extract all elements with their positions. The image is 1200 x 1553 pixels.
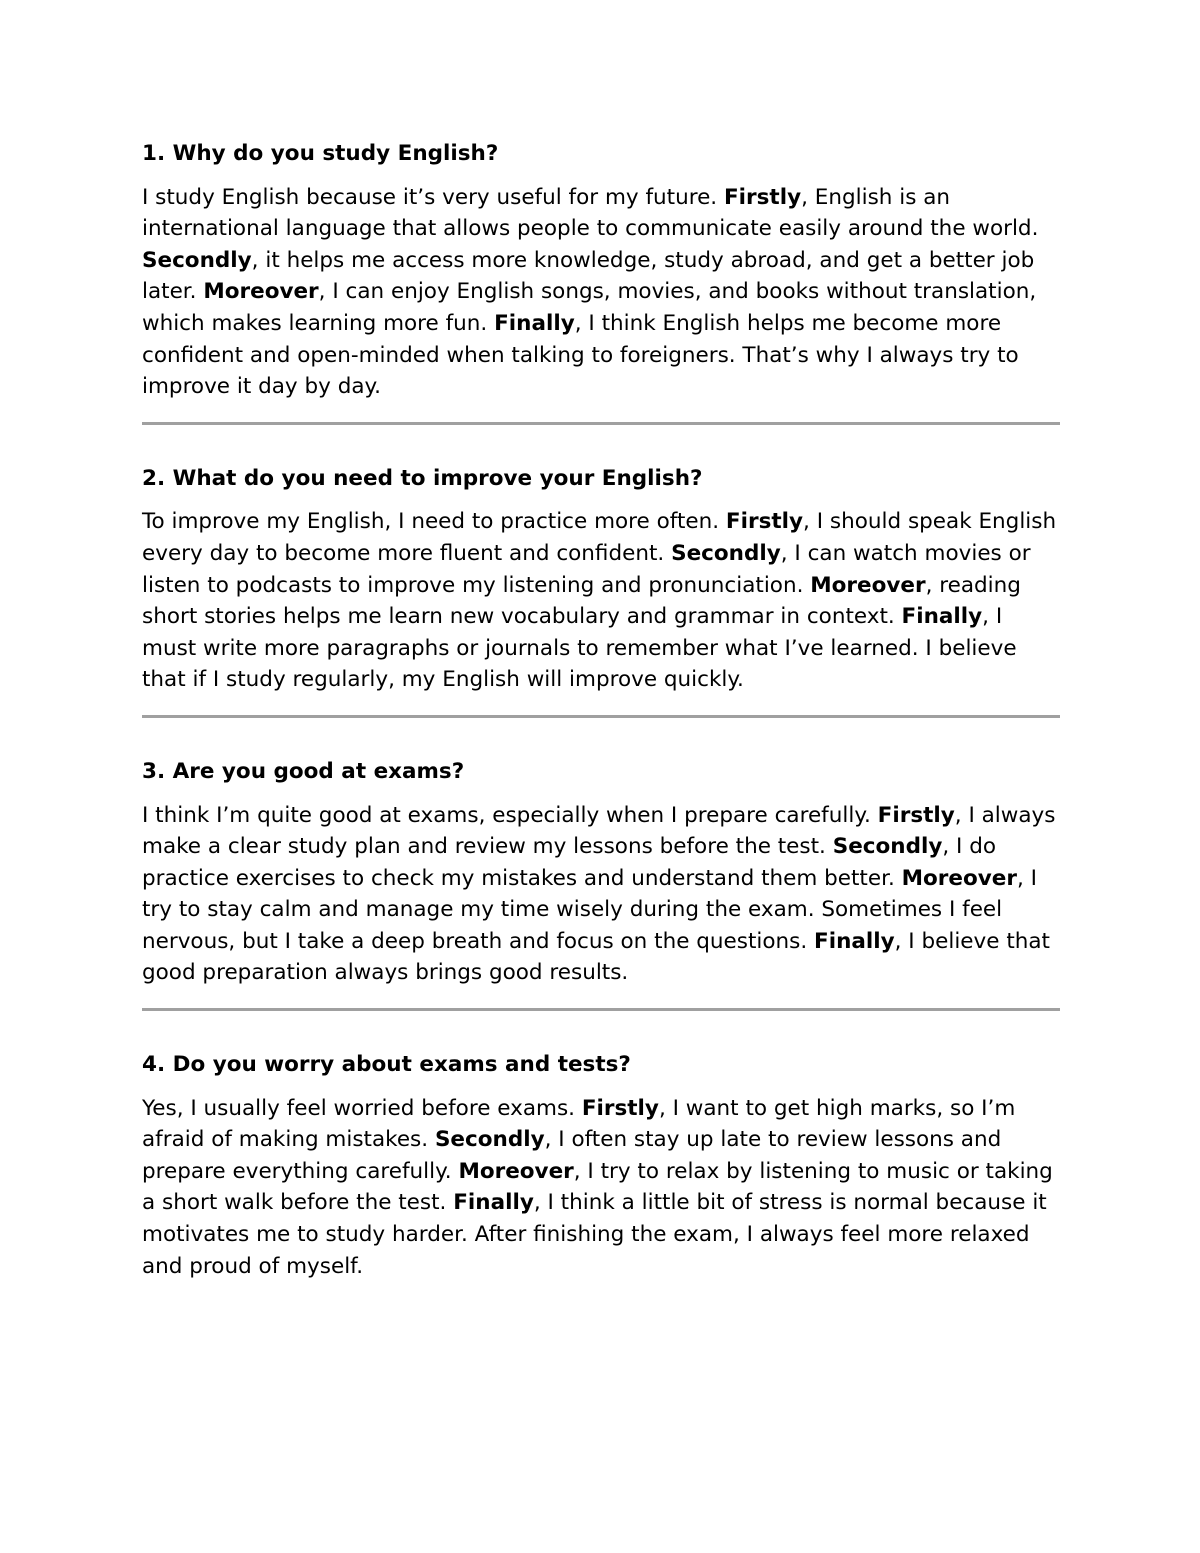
transition-word: Firstly (725, 509, 804, 535)
transition-word: Finally (453, 1190, 534, 1216)
answer-text: , I think a little bit of stress is normal because it motivates me to study harder. After finishing the exam, I always feel more relaxed and proud of myself. (142, 1190, 1047, 1279)
answer-text: , it helps me access more knowledge, study abroad, and get a better job later. (142, 247, 1035, 305)
transition-word: Moreover (810, 572, 926, 598)
answer-paragraph (142, 182, 1060, 403)
transition-word: Moreover (458, 1158, 574, 1184)
answer-text: , I try to stay calm and manage my time wisely during the exam. Sometimes I feel nervous, but I take a deep breath and focus on the questions. (142, 865, 1037, 954)
document-page (142, 138, 1060, 1282)
answer-text: , I can enjoy English songs, movies, and books without translation, which makes learning more fun. (142, 279, 1037, 336)
answer-text: , I should speak English every day to become more fluent and confident. (142, 509, 1057, 566)
section-2 (142, 463, 1060, 718)
answer-text: , I can watch movies or listen to podcasts to improve my listening and pronunciation. (142, 540, 1031, 598)
transition-word: Finally (814, 928, 895, 954)
answer-text: , reading short stories helps me learn new vocabulary and grammar in context. (142, 572, 1021, 630)
question-heading: 2. What do you need to improve your English? (142, 465, 703, 491)
answer-text: , English is an international language that allows people to communicate easily around the world. (142, 184, 1039, 242)
answer-text: I think I’m quite good at exams, especially when I prepare carefully. (142, 802, 878, 828)
transition-word: Firstly (877, 802, 955, 828)
answer-text: Yes, I usually feel worried before exams. (142, 1095, 582, 1121)
transition-word: Moreover (203, 279, 319, 305)
question-heading: 4. Do you worry about exams and tests? (142, 1052, 631, 1078)
section-1 (142, 138, 1060, 425)
transition-word: Secondly (832, 834, 943, 860)
answer-paragraph (142, 506, 1060, 696)
transition-word: Secondly (671, 540, 781, 566)
answer-text: , I must write more paragraphs or journals to remember what I’ve learned. I believe that if I study regularly, my English will improve quickly. (142, 604, 1017, 693)
answer-text: , I believe that good preparation always brings good results. (142, 928, 1050, 986)
transition-word: Secondly (142, 247, 252, 273)
section-4 (142, 1049, 1060, 1282)
answer-text: , I think English helps me become more confident and open-minded when talking to foreigners. That’s why I always try to improve it day by day. (142, 310, 1019, 400)
answer-text: , I often stay up late to review lessons and prepare everything carefully. (142, 1127, 1002, 1184)
transition-word: Finally (494, 310, 575, 336)
answer-text: , I always make a clear study plan and review my lessons before the test. (142, 802, 1056, 860)
answer-paragraph (142, 800, 1060, 990)
transition-word: Moreover (901, 865, 1017, 891)
answer-text: , I do practice exercises to check my mistakes and understand them better. (142, 834, 997, 891)
section-divider (142, 1008, 1060, 1011)
answer-text: , I want to get high marks, so I’m afraid of making mistakes. (142, 1095, 1016, 1153)
answer-paragraph (142, 1093, 1060, 1283)
answer-text: I study English because it’s very useful for my future. (142, 184, 724, 210)
section-divider (142, 715, 1060, 718)
transition-word: Secondly (434, 1127, 545, 1153)
question-heading: 1. Why do you study English? (142, 141, 499, 166)
section-divider (142, 422, 1060, 425)
transition-word: Finally (901, 604, 983, 630)
transition-word: Firstly (581, 1095, 659, 1121)
question-heading: 3. Are you good at exams? (142, 758, 465, 784)
transition-word: Firstly (723, 184, 802, 210)
answer-text: , I try to relax by listening to music or taking a short walk before the test. (142, 1158, 1053, 1216)
answer-text: To improve my English, I need to practice more often. (142, 509, 726, 535)
section-3 (142, 756, 1060, 1011)
